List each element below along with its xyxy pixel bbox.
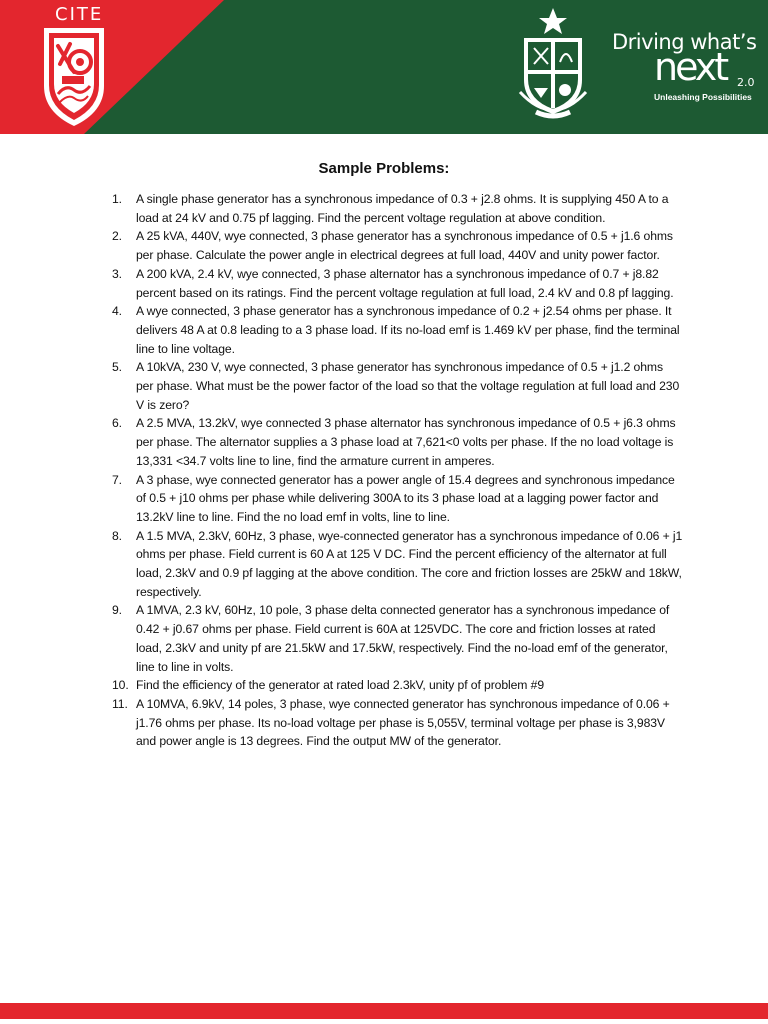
problem-text: A 10MVA, 6.9kV, 14 poles, 3 phase, wye connected generator has synchronous impedance of 0.06 + j1.76 ohms per phase. Its no-load voltage per phase is 5,055V, terminal voltage per phase is 3,983V and power angle is 13 degrees. Find the output MW of the generator. xyxy=(136,696,670,749)
problem-item xyxy=(105,414,683,470)
tagline-logo xyxy=(612,30,762,110)
problem-number: 8. xyxy=(112,528,122,543)
problem-text: A 3 phase, wye connected generator has a power angle of 15.4 degrees and synchronous impedance of 0.5 + j10 ohms per phase while delivering 300A to its 3 phase load at a lagging power factor and 13.2kV line to line. Find the no load emf in volts, line to line. xyxy=(136,472,675,524)
problem-text: A 1.5 MVA, 2.3kV, 60Hz, 3 phase, wye-connected generator has a synchronous impedance of 0.06 + j1 ohms per phase. Field current is 60 A at 125 V DC. Find the percent efficiency of the alternator at full load, 2.3kV and 0.9 pf lagging at the above condition. The core and friction losses are 25kW and 18kW, respectively. xyxy=(136,528,683,599)
problem-number: 4. xyxy=(112,304,122,319)
problem-text: A 2.5 MVA, 13.2kV, wye connected 3 phase alternator has synchronous impedance of 0.5 + j6.3 ohms per phase. The alternator supplies a 3 phase load at 7,621<0 volts per phase. If the no load voltage is 13,331 <34.7 volts line to line, find the armature current in amperes. xyxy=(136,416,676,468)
page-title: Sample Problems: xyxy=(318,160,450,177)
problem-item xyxy=(105,265,683,302)
tagline-sub-text: Unleashing Possibilities xyxy=(654,92,752,102)
cite-label: CITE xyxy=(55,4,104,25)
tagline-version-text: 2.0 xyxy=(737,76,755,89)
problem-text: A 10kVA, 230 V, wye connected, 3 phase generator has synchronous impedance of 0.5 + j1.2 ohms per phase. What must be the power factor of the load so that the voltage regulation at full load and 230 V is zero? xyxy=(136,360,680,412)
lasalle-seal-logo xyxy=(514,6,592,122)
problem-list xyxy=(105,190,683,751)
footer-red-bar xyxy=(0,1003,768,1019)
problem-number: 10. xyxy=(112,678,129,693)
problem-number: 2. xyxy=(112,229,122,244)
problem-number: 7. xyxy=(112,472,122,487)
problem-item xyxy=(105,227,683,264)
problem-text: A wye connected, 3 phase generator has a synchronous impedance of 0.2 + j2.54 ohms per phase. It delivers 48 A at 0.8 leading to a 3 phase load. If its no-load emf is 1.469 kV per phase, find the terminal line to line voltage. xyxy=(136,304,680,356)
problem-number: 3. xyxy=(112,266,122,281)
problem-item xyxy=(105,676,683,695)
problem-text: A 1MVA, 2.3 kV, 60Hz, 10 pole, 3 phase delta connected generator has a synchronous impedance of 0.42 + j0.67 ohms per phase. Field current is 60A at 125VDC. The core and friction losses at rated load, 2.3kV and unity pf are 21.5kW and 17.5kW, respectively. Find the no-load emf of the generator, line to line in volts. xyxy=(136,603,670,674)
problem-item xyxy=(105,601,683,676)
problem-item xyxy=(105,471,683,527)
problem-text: A single phase generator has a synchronous impedance of 0.3 + j2.8 ohms. It is supplying 450 A to a load at 24 kV and 0.75 pf lagging. Find the percent voltage regulation at above condition. xyxy=(136,192,669,225)
cite-shield-logo xyxy=(40,24,108,128)
tagline-top-text: Driving what’s xyxy=(612,30,757,54)
problem-text: Find the efficiency of the generator at rated load 2.3kV, unity pf of problem #9 xyxy=(136,678,544,693)
tagline-next-text: next xyxy=(654,45,727,89)
problem-number: 5. xyxy=(112,360,122,375)
problem-number: 1. xyxy=(112,192,122,206)
problem-text: A 200 kVA, 2.4 kV, wye connected, 3 phase alternator has a synchronous impedance of 0.7 + j8.82 percent based on its ratings. Find the percent voltage regulation at full load, 2.4 kV and 0.8 pf lagging. xyxy=(136,266,674,300)
problem-text: A 25 kVA, 440V, wye connected, 3 phase generator has a synchronous impedance of 0.5 + j1.6 ohms per phase. Calculate the power angle in electrical degrees at full load, 440V and unity power factor. xyxy=(136,229,673,263)
header-banner xyxy=(0,0,768,134)
problem-item xyxy=(105,527,683,602)
problem-item xyxy=(105,695,683,751)
problem-item xyxy=(105,302,683,358)
problem-number: 11. xyxy=(112,696,128,711)
problem-item xyxy=(105,358,683,414)
problem-item xyxy=(105,190,683,227)
problem-number: 9. xyxy=(112,603,122,618)
problem-number: 6. xyxy=(112,416,122,431)
